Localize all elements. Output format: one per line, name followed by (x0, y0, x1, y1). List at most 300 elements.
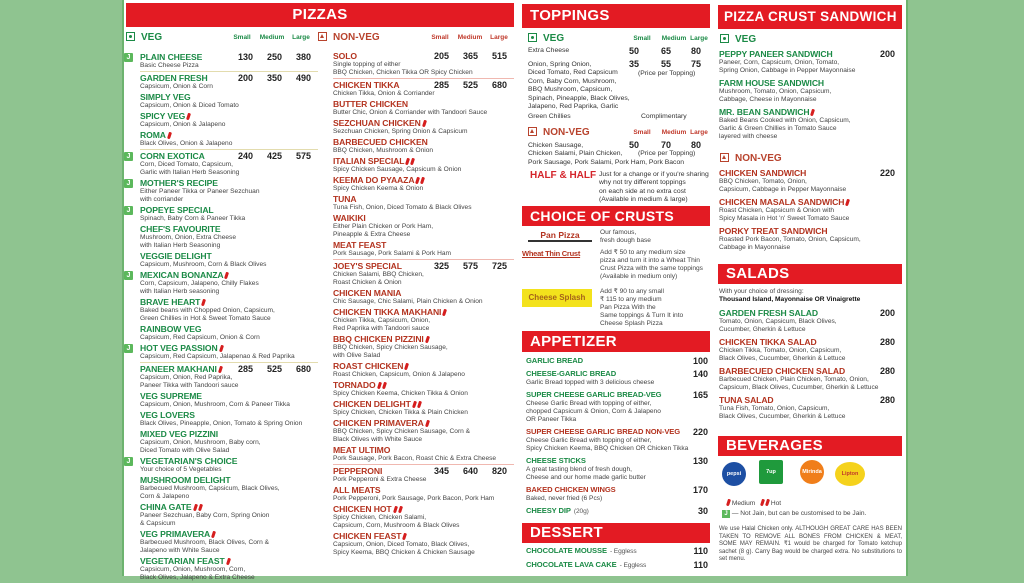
item-description: Your choice of 5 Vegetables (140, 466, 222, 473)
price: 30 (697, 506, 708, 516)
item-name: MEAT ULTIMO (333, 445, 391, 455)
sandwich-veg-subheader (720, 33, 820, 47)
item-description: Paneer, Corn, Capsicum, Onion, Tomato, Spring Onion, Cabbage in Pepper Mayonnaise (719, 59, 856, 74)
price: 350 (266, 73, 283, 83)
price: 490 (295, 73, 312, 83)
item-description: BBQ Chicken, Spicy Chicken Sausage, with Olive Salad (333, 344, 448, 359)
menu-item (333, 307, 514, 333)
item-name: MEAT FEAST (333, 240, 387, 250)
price: 55 (660, 59, 671, 69)
item-name: CHICKEN TIKKA (333, 80, 400, 90)
item-prices (427, 80, 514, 90)
item-name: KEEMA DO PYAAZA (333, 175, 415, 185)
item-description: Mushroom, Onion, Extra Cheese with Italian Herb Seasoning (140, 234, 237, 249)
appetizer-header: APPETIZER (522, 331, 710, 352)
sandwich-nonveg-subheader (720, 152, 820, 166)
item-description: BBQ Chicken, Tomato, Onion, Capsicum, Cabbage in Pepper Mayonnaise (719, 178, 847, 193)
menu-item (719, 395, 895, 421)
menu-item (526, 390, 708, 424)
item-name-row (333, 213, 514, 223)
price: 280 (879, 395, 895, 405)
item-description: Spicy Chicken Keema & Onion (333, 185, 424, 192)
veg-label: VEG (141, 32, 163, 43)
item-name-row (719, 49, 895, 59)
size-small: Small (633, 129, 651, 136)
legend-jain (722, 510, 866, 518)
item-description: Garlic Bread topped with 3 delicious cheese (526, 379, 655, 386)
item-name-row (719, 107, 895, 117)
item-description: Tuna Fish, Onion, Diced Tomato & Black Olives (333, 204, 472, 211)
jain-icon: J (722, 510, 730, 518)
item-name-row (526, 456, 708, 466)
pepsi-logo: pepsi (722, 462, 746, 486)
menu-item (333, 504, 514, 530)
mirinda-logo: Mirinda (800, 460, 824, 484)
menu-item (526, 546, 708, 557)
item-prices (880, 168, 895, 178)
price: 525 (462, 80, 479, 90)
menu-item (333, 51, 514, 79)
item-name-row (140, 178, 318, 188)
price: 200 (237, 73, 254, 83)
price: 285 (433, 80, 450, 90)
item-prices (427, 261, 514, 271)
item-name: TUNA (333, 194, 357, 204)
item-description: Roasted Pork Bacon, Tomato, Onion, Capsicum, Cabbage in Mayonnaise (719, 236, 861, 251)
menu-item (719, 226, 895, 252)
menu-item (333, 361, 514, 379)
nonveg-marker-icon (528, 127, 537, 136)
item-description: Tuna Fish, Tomato, Onion, Capsicum, Black Olives, Cucumber, Gherkin & Lettuce (719, 405, 846, 420)
item-prices (693, 369, 708, 379)
item-name-row (140, 343, 318, 353)
chili-icon (201, 299, 206, 307)
size-medium: Medium (661, 129, 687, 136)
menu-item (333, 445, 514, 465)
item-name-row (140, 251, 318, 261)
chili-icon (219, 345, 224, 353)
menu-item (526, 485, 708, 503)
chili-icon (193, 504, 198, 512)
veg-label: VEG (543, 33, 565, 44)
nonveg-marker-icon (318, 32, 327, 41)
complimentary-label: Complimentary (641, 113, 687, 120)
item-name-row (719, 395, 895, 405)
item-name: HOT VEG PASSION (140, 343, 218, 353)
item-name-row (333, 175, 514, 185)
price: 250 (266, 52, 283, 62)
item-prices (693, 560, 708, 570)
item-name-row (719, 366, 895, 376)
price: 165 (692, 390, 708, 400)
menu-item (333, 531, 514, 557)
salads-list (719, 308, 895, 424)
price: 50 (628, 46, 639, 56)
price: 35 (628, 59, 639, 69)
size-medium: Medium (661, 35, 687, 42)
7up-logo: 7up (759, 460, 783, 484)
nonveg-toppings-list: Chicken Sausage, Chicken Salami, Plain Chicken, Pork Sausage, Pork Salami, Pork Ham, Pork Bacon (528, 142, 685, 166)
price: 345 (433, 466, 450, 476)
half-and-half-desc: Just for a change or if you're sharing why not try different toppings on each side at no extra cost (Available in medium & large) (599, 171, 709, 204)
menu-item (126, 151, 318, 177)
price: 380 (295, 52, 312, 62)
price: 205 (433, 51, 450, 61)
item-description: Capsicum, Mushroom, Corn & Black Olives (140, 261, 267, 268)
sandwich-header: PIZZA CRUST SANDWICH (718, 5, 902, 29)
chili-icon (404, 363, 409, 371)
item-description: Capsicum, Onion, Mushroom, Corn, Black Olives, Jalapeno & Extra Cheese (140, 566, 255, 581)
chili-icon (760, 499, 765, 507)
item-description: Baked, never fried (6 Pcs) (526, 495, 603, 502)
item-name-row (719, 197, 895, 207)
menu-item (719, 197, 895, 223)
size-large: Large (690, 129, 708, 136)
size-large: Large (690, 35, 708, 42)
nonveg-label: NON-VEG (735, 153, 782, 164)
item-prices (427, 466, 514, 476)
menu-item (333, 213, 514, 239)
chili-icon (765, 499, 770, 507)
price: 220 (879, 168, 895, 178)
menu-item (333, 137, 514, 155)
item-name: MR. BEAN SANDWICH (719, 107, 810, 117)
item-name-row (140, 205, 318, 215)
item-prices (880, 308, 895, 318)
size-small: Small (431, 34, 449, 41)
item-name-row (333, 399, 514, 409)
item-name-row (333, 194, 514, 204)
veg-toppings-list: Onion, Spring Onion, Diced Tomato, Red Capsicum Corn, Baby Corn, Mushroom, BBQ Mushroom, Capsicum, Spinach, Pineapple, Black Olives, Jalapeno, Red Paprika, Garlic (528, 61, 630, 111)
item-name: BUTTER CHICKEN (333, 99, 408, 109)
price: 80 (690, 140, 701, 150)
item-name: SOLO (333, 51, 357, 61)
item-name: CHEF'S FAVOURITE (140, 224, 221, 234)
menu-item (333, 175, 514, 193)
menu-item (719, 308, 895, 334)
item-name: JOEY'S SPECIAL (333, 261, 402, 271)
item-name-row (140, 529, 318, 539)
item-description: Chicken Salami, BBQ Chicken, Roast Chicken & Onion (333, 271, 424, 286)
price-note: (Price per Topping) (638, 150, 696, 157)
pizzas-header: PIZZAS (126, 3, 514, 27)
item-name-row (526, 560, 708, 571)
price: 820 (491, 466, 508, 476)
item-name-row (140, 324, 318, 334)
item-description: Spicy Chicken Sausage, Capsicum & Onion (333, 166, 462, 173)
item-description: Barbecued Mushroom, Capsicum, Black Olives, Corn & Jalapeno (140, 485, 280, 500)
item-description: Black Olives, Onion & Jalapeno (140, 140, 233, 147)
chili-icon (218, 366, 223, 374)
price: 110 (693, 546, 708, 556)
item-name-row (719, 168, 895, 178)
menu-item (526, 506, 708, 517)
item-suffix: - Eggless (609, 548, 637, 555)
menu-item (333, 156, 514, 174)
item-name: CHOCOLATE LAVA CAKE (526, 560, 617, 569)
item-prices (427, 51, 514, 61)
item-name: VEG LOVERS (140, 410, 195, 420)
item-name-row (140, 297, 318, 307)
price: 50 (628, 140, 639, 150)
size-medium: Medium (457, 34, 483, 41)
legend-medium (725, 499, 781, 508)
menu-item (126, 456, 318, 474)
veg-marker-icon (528, 33, 537, 42)
item-prices (693, 546, 708, 556)
dessert-header: DESSERT (522, 523, 710, 543)
item-name-row (526, 369, 708, 379)
menu-item (333, 485, 514, 503)
item-name: BAKED CHICKEN WINGS (526, 485, 616, 494)
appetizer-list (526, 356, 708, 520)
chili-icon (425, 336, 430, 344)
item-prices (231, 364, 318, 374)
item-description: Cheese Garlic Bread with topping of either, Spicy Chicken Keema, BBQ Chicken OR Chicken Tikka (526, 437, 689, 452)
item-name: MIXED VEG PIZZINI (140, 429, 219, 439)
cheese-splash-desc: Add ₹ 90 to any small ₹ 115 to any medium Pan Pizza With the Same toppings & Turn It into Cheese Splash Pizza (600, 288, 684, 327)
item-description: Capsicum, Onion & Corn (140, 83, 213, 90)
menu-item (126, 52, 318, 72)
item-name-row (333, 361, 514, 371)
price: 65 (660, 46, 671, 56)
veg-marker-icon (126, 32, 135, 41)
item-description: Roast Chicken, Capsicum & Onion with Spicy Masala in Hot 'n' Sweet Tomato Sauce (719, 207, 850, 222)
item-name: GARDEN FRESH (140, 73, 208, 83)
menu-item (526, 356, 708, 366)
item-name-row (140, 92, 318, 102)
menu-item (333, 118, 514, 136)
chili-icon (420, 177, 425, 185)
item-name-row (526, 390, 708, 400)
price: 80 (690, 46, 701, 56)
item-description: Sezchuan Chicken, Spring Onion & Capsicum (333, 128, 468, 135)
item-name: TUNA SALAD (719, 395, 774, 405)
item-prices (693, 356, 708, 366)
item-description: Capsicum, Onion, Mushroom, Baby corn, Diced Tomato with Olive Salad (140, 439, 261, 454)
item-description: Spicy Chicken, Chicken Salami, Capsicum, Corn, Mushroom & Black Olives (333, 514, 460, 529)
extra-cheese-label: Extra Cheese (528, 47, 570, 54)
wheat-thin-crust-desc: Add ₹ 50 to any medium size pizza and turn it into a Wheat Thin Crust Pizza with the same toppings (Available in medium only) (600, 249, 703, 280)
menu-item (333, 80, 514, 98)
menu-item (140, 502, 318, 528)
menu-item (333, 418, 514, 444)
item-name: CHICKEN MASALA SANDWICH (719, 197, 845, 207)
item-name: CHEESE-GARLIC BREAD (526, 369, 617, 378)
item-name: SUPER CHEESE GARLIC BREAD NON-VEG (526, 427, 681, 436)
price: 575 (295, 151, 312, 161)
menu-item (140, 324, 318, 342)
menu-item (333, 466, 514, 484)
item-name: CHICKEN DELIGHT (333, 399, 411, 409)
chili-icon (393, 506, 398, 514)
item-name-row (526, 356, 708, 366)
item-description: Capsicum, Onion, Red Paprika, Paneer Tikka with Tandoori sauce (140, 374, 239, 389)
toppings-nonveg-subheader (528, 126, 708, 140)
item-name: MOTHER'S RECIPE (140, 178, 218, 188)
chili-icon (412, 401, 417, 409)
item-description: Either Paneer Tikka or Paneer Sezchuan with corriander (140, 188, 260, 203)
item-name: SEZCHUAN CHICKEN (333, 118, 421, 128)
item-description: Capsicum, Onion & Jalapeno (140, 121, 226, 128)
chili-icon (167, 132, 172, 140)
item-description: Cheese Garlic Bread with topping of either, chopped Capsicum & Onion, Corn & Jalapeno OR Paneer Tikka (526, 400, 661, 423)
item-suffix: (20g) (573, 508, 589, 515)
item-name: CHEESE STICKS (526, 456, 586, 465)
item-description: BBQ Chicken, Spicy Chicken Sausage, Corn & Black Olives with White Sauce (333, 428, 471, 443)
item-name: VEGETARIAN'S CHOICE (140, 456, 238, 466)
item-name-row (333, 288, 514, 298)
item-prices (231, 73, 318, 83)
menu-item (140, 410, 318, 428)
nonveg-marker-icon (720, 153, 729, 162)
item-name-row (140, 456, 318, 466)
chili-icon (377, 382, 382, 390)
item-name: CHEESY DIP (526, 506, 571, 515)
item-description: Chicken Tikka, Tomato, Onion, Capsicum, Black Olives, Cucumber, Gherkin & Lettuce (719, 347, 846, 362)
item-name-row (140, 475, 318, 485)
nonveg-label: NON-VEG (333, 32, 380, 43)
price: 220 (692, 427, 708, 437)
green-chillies-label: Green Chillies (528, 113, 571, 120)
item-name: WAIKIKI (333, 213, 366, 223)
item-prices (880, 49, 895, 59)
item-name-row (333, 418, 514, 428)
menu-item (719, 168, 895, 194)
item-description: Chicken Tikka, Onion & Corriander (333, 90, 435, 97)
item-name: ROMA (140, 130, 166, 140)
item-name-row (719, 337, 895, 347)
menu-item (126, 343, 318, 363)
item-prices (693, 427, 708, 437)
price: 240 (237, 151, 254, 161)
price: 280 (879, 337, 895, 347)
salads-intro: With your choice of dressing: (719, 288, 804, 295)
item-name: BARBECUED CHICKEN SALAD (719, 366, 846, 376)
item-name: PORKY TREAT SANDWICH (719, 226, 828, 236)
menu-item (333, 240, 514, 260)
price: 680 (491, 80, 508, 90)
item-name-row (140, 111, 318, 121)
item-name-row (140, 502, 318, 512)
price: 515 (491, 51, 508, 61)
item-description: Capsicum, Onion, Diced Tomato, Black Olives, Spicy Keema, BBQ Chicken & Chicken Sausage (333, 541, 475, 556)
chili-icon (382, 382, 387, 390)
disclaimer-note: We use Halal Chicken only. ALTHOUGH GREAT CARE HAS BEEN TAKEN TO REMOVE ALL BONES FROM CHICKEN & MEAT, SOME MAY REMAIN. ₹1 would be charged for Tomato ketchup sachet (8 g). Carry Bag would be charged extra. No substitutions to set menu. (719, 526, 902, 563)
item-name: BBQ CHICKEN PIZZINI (333, 334, 424, 344)
item-name: CHICKEN SANDWICH (719, 168, 807, 178)
item-prices (693, 456, 708, 466)
chili-icon (211, 531, 216, 539)
price: 170 (692, 485, 708, 495)
item-name: ITALIAN SPECIAL (333, 156, 405, 166)
price: 365 (462, 51, 479, 61)
item-name: CHICKEN TIKKA MAKHANI (333, 307, 442, 317)
item-name-row (526, 506, 708, 517)
menu-item (526, 369, 708, 387)
menu-item (126, 270, 318, 296)
item-name-row (526, 485, 708, 495)
item-name-row (333, 156, 514, 166)
menu-item (719, 366, 895, 392)
item-name-row (333, 307, 514, 317)
item-description: Paneer Sezchuan, Baby Corn, Spring Onion & Capsicum (140, 512, 270, 527)
item-prices (880, 337, 895, 347)
item-name: CHICKEN MANIA (333, 288, 402, 298)
menu-item (140, 364, 318, 390)
item-name-row (526, 427, 708, 437)
menu-item (719, 337, 895, 363)
item-name-row (333, 118, 514, 128)
chili-icon (425, 420, 430, 428)
jain-icon: J (124, 179, 133, 188)
price-note: (Price per Topping) (638, 70, 696, 77)
menu-item (140, 92, 318, 110)
menu-item (140, 297, 318, 323)
item-name-row (333, 380, 514, 390)
item-name: CHICKEN HOT (333, 504, 392, 514)
price: 130 (692, 456, 708, 466)
item-name-row (140, 429, 318, 439)
menu-item (333, 399, 514, 417)
item-name: PANEER MAKHANI (140, 364, 217, 374)
pizza-nonveg-subheader (318, 31, 514, 45)
pizza-veg-subheader (126, 31, 316, 45)
size-medium: Medium (259, 34, 285, 41)
item-name-row (333, 334, 514, 344)
item-description: Roast Chicken, Capsicum, Onion & Jalapeno (333, 371, 465, 378)
item-name-row (526, 546, 708, 557)
size-large: Large (490, 34, 508, 41)
item-name: FARM HOUSE SANDWICH (719, 78, 825, 88)
lipton-logo: Lipton (835, 462, 865, 486)
price: 680 (295, 364, 312, 374)
item-name: CHINA GATE (140, 502, 192, 512)
chili-icon (422, 120, 427, 128)
chili-icon (442, 309, 447, 317)
menu-item (126, 205, 318, 223)
item-description: Baked beans with Chopped Onion, Capsicum, Green Chillies in Hot & Sweet Tomato Sauce (140, 307, 275, 322)
item-name-row (140, 270, 318, 280)
menu-item (719, 78, 895, 104)
legend-medium-label: Medium (731, 500, 756, 507)
item-name: CHOCOLATE MOUSSE (526, 546, 607, 555)
item-description: BBQ Chicken, Mushroom & Onion (333, 147, 434, 154)
jain-icon: J (124, 457, 133, 466)
item-prices (693, 390, 708, 400)
price: 280 (879, 366, 895, 376)
item-prices (231, 151, 318, 161)
item-name-row (140, 224, 318, 234)
item-description: Pork Sausage, Pork Salami & Pork Ham (333, 250, 452, 257)
item-name-row (333, 531, 514, 541)
item-description: Basic Cheese Pizza (140, 62, 199, 69)
item-name-row (140, 556, 318, 566)
price: 525 (266, 364, 283, 374)
jain-icon: J (124, 206, 133, 215)
item-description: Mushroom, Tomato, Onion, Capsicum, Cabbage, Cheese in Mayonnaise (719, 88, 832, 103)
menu-item (333, 288, 514, 306)
chili-icon (810, 109, 815, 117)
item-name: TORNADO (333, 380, 376, 390)
item-name-row (333, 240, 514, 250)
item-name-row (333, 137, 514, 147)
price: 285 (237, 364, 254, 374)
jain-icon: J (124, 271, 133, 280)
chili-icon (224, 272, 229, 280)
jain-icon: J (124, 344, 133, 353)
menu-item (140, 529, 318, 555)
